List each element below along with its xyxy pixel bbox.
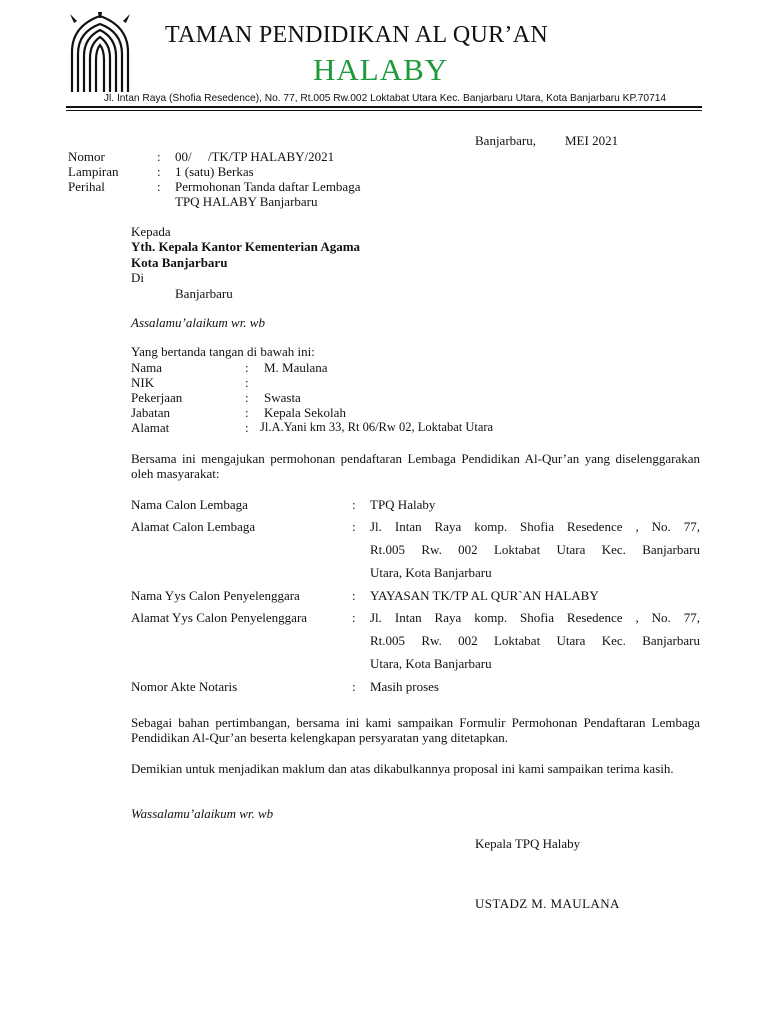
detail-colon: : [352, 588, 356, 603]
detail-colon: : [352, 679, 356, 694]
detail-value-line: Rt.005 Rw. 002 Loktabat Utara Kec. Banjarbaru [370, 633, 700, 648]
detail-colon: : [352, 610, 356, 625]
signature-name: USTADZ M. MAULANA [475, 896, 620, 911]
detail-label: Nomor Akte Notaris [131, 679, 238, 694]
paragraph-closing: Demikian untuk menjadikan maklum dan atas dikabulkannya proposal ini kami sampaikan terima kasih. [131, 761, 674, 776]
letterhead-address: Jl. Intan Raya (Shofia Resedence), No. 77, Rt.005 Rw.002 Loktabat Utara Kec. Banjarbaru Utara, Kota Banjarbaru KP.70714 [103, 93, 667, 104]
detail-label: Nama Yys Calon Penyelenggara [131, 588, 300, 603]
letterhead-rule-thin [66, 110, 702, 111]
meta-colon: : [157, 164, 161, 179]
meta-label-perihal: Perihal [68, 179, 105, 194]
detail-value-line: Utara, Kota Banjarbaru [370, 656, 492, 671]
detail-value-line: Jl. Intan Raya komp. Shofia Resedence , No. 77, [370, 519, 700, 534]
paragraph-request: Bersama ini mengajukan permohonan pendaftaran Lembaga Pendidikan Al-Qur’an yang diselenggarakan oleh masyarakat: [131, 451, 700, 481]
meta-colon: : [157, 149, 161, 164]
meta-label-lampiran: Lampiran [68, 164, 119, 179]
recipient-place: Banjarbaru [175, 286, 233, 301]
recipient-kepada: Kepada [131, 224, 171, 239]
recipient-line1: Yth. Kepala Kantor Kementerian Agama [131, 239, 361, 254]
signer-label-jabatan: Jabatan [131, 405, 170, 420]
detail-value: YAYASAN TK/TP AL QUR`AN HALABY [370, 588, 599, 603]
meta-value-perihal-line2: TPQ HALABY Banjarbaru [175, 194, 318, 209]
detail-value: TPQ Halaby [370, 497, 436, 512]
recipient-line2: Kota Banjarbaru [131, 255, 228, 270]
detail-value-line: Utara, Kota Banjarbaru [370, 565, 492, 580]
organization-name: TAMAN PENDIDIKAN AL QUR’AN [165, 22, 548, 48]
signer-value-pekerjaan: Swasta [264, 390, 301, 405]
signer-label-pekerjaan: Pekerjaan [131, 390, 183, 405]
date-city: Banjarbaru, [475, 133, 537, 148]
greeting: Assalamu’alaikum wr. wb [131, 315, 265, 330]
detail-value: Masih proses [370, 679, 439, 694]
signer-label-nama: Nama [131, 360, 163, 375]
organization-sub-name: HALABY [313, 52, 449, 87]
detail-label: Nama Calon Lembaga [131, 497, 248, 512]
mosque-arch-logo [68, 10, 132, 94]
signer-colon: : [245, 360, 249, 375]
signer-colon: : [245, 390, 249, 405]
signer-colon: : [245, 420, 249, 435]
intro-text: Yang bertanda tangan di bawah ini: [131, 344, 315, 359]
signer-value-jabatan: Kepala Sekolah [264, 405, 346, 420]
signature-title: Kepala TPQ Halaby [475, 836, 581, 851]
signer-value-nama: M. Maulana [264, 360, 328, 375]
detail-value-line: Jl. Intan Raya komp. Shofia Resedence , No. 77, [370, 610, 700, 625]
meta-value-nomor: 00/ /TK/TP HALABY/2021 [175, 149, 335, 164]
signer-label-nik: NIK [131, 375, 155, 390]
signer-value-alamat: Jl.A.Yani km 33, Rt 06/Rw 02, Loktabat Utara [260, 420, 494, 434]
detail-value-line: Rt.005 Rw. 002 Loktabat Utara Kec. Banjarbaru [370, 542, 700, 557]
paragraph-consideration: Sebagai bahan pertimbangan, bersama ini kami sampaikan Formulir Permohonan Pendaftaran Lembaga Pendidikan Al-Qur’an beserta kelengkapan persyaratan yang ditetapkan. [131, 715, 700, 745]
meta-label-nomor: Nomor [68, 149, 105, 164]
meta-value-lampiran: 1 (satu) Berkas [175, 164, 254, 179]
letterhead-rule-thick [66, 106, 702, 108]
detail-label: Alamat Calon Lembaga [131, 519, 256, 534]
meta-colon: : [157, 179, 161, 194]
detail-colon: : [352, 497, 356, 512]
detail-label: Alamat Yys Calon Penyelenggara [131, 610, 308, 625]
signer-colon: : [245, 405, 249, 420]
signer-label-alamat: Alamat [131, 420, 170, 435]
date-value: MEI 2021 [565, 133, 619, 148]
closing-greeting: Wassalamu’alaikum wr. wb [131, 806, 274, 821]
recipient-di: Di [131, 270, 144, 285]
signer-colon: : [245, 375, 249, 390]
detail-colon: : [352, 519, 356, 534]
meta-value-perihal: Permohonan Tanda daftar Lembaga [175, 179, 361, 194]
